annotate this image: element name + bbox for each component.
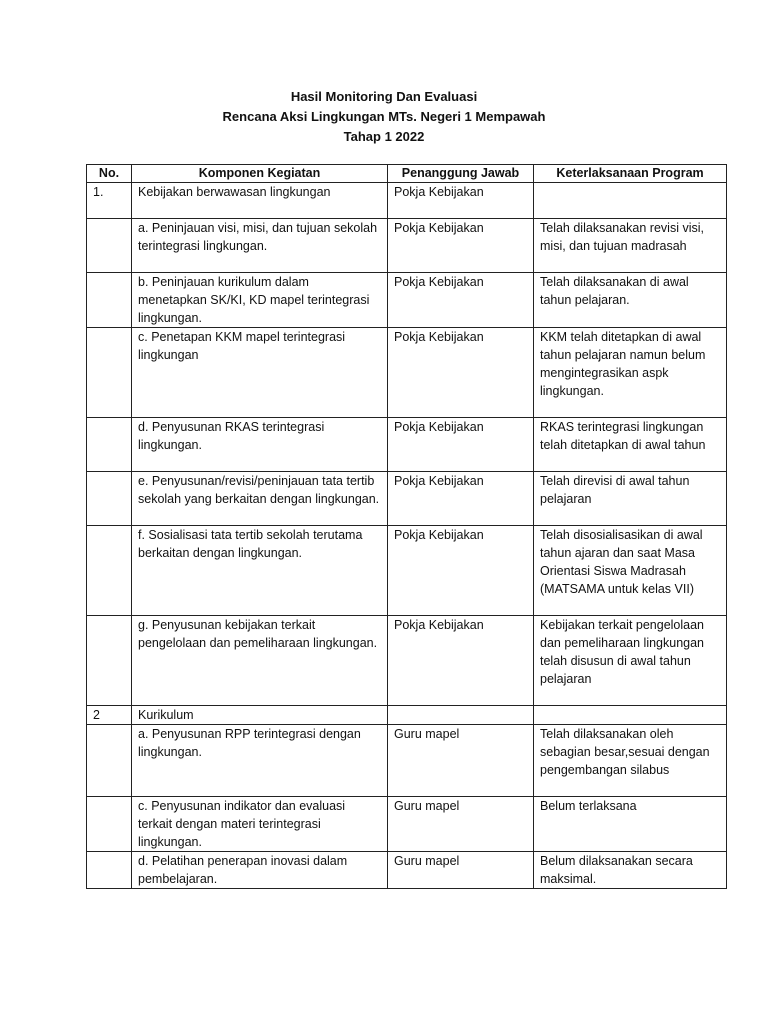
cell-no xyxy=(87,219,132,273)
cell-keterlaksanaan-program xyxy=(534,183,727,219)
table-header-row xyxy=(87,165,727,183)
cell-no xyxy=(87,472,132,526)
cell-komponen-kegiatan: Kurikulum xyxy=(132,706,388,725)
table-row xyxy=(87,725,727,797)
cell-penanggung-jawab: Pokja Kebijakan xyxy=(388,616,534,706)
table-row xyxy=(87,526,727,616)
table-row xyxy=(87,797,727,852)
cell-keterlaksanaan-program: Telah direvisi di awal tahun pelajaran xyxy=(534,472,727,526)
document-title-line-3: Tahap 1 2022 xyxy=(343,129,425,144)
cell-penanggung-jawab: Pokja Kebijakan xyxy=(388,418,534,472)
cell-komponen-kegiatan: b. Peninjauan kurikulum dalam menetapkan SK/KI, KD mapel terintegrasi lingkungan. xyxy=(132,273,388,328)
cell-penanggung-jawab: Pokja Kebijakan xyxy=(388,273,534,328)
cell-no xyxy=(87,418,132,472)
table-row xyxy=(87,273,727,328)
cell-keterlaksanaan-program: Telah dilaksanakan oleh sebagian besar,sesuai dengan pengembangan silabus xyxy=(534,725,727,797)
cell-penanggung-jawab: Pokja Kebijakan xyxy=(388,219,534,273)
cell-keterlaksanaan-program: Belum dilaksanakan secara maksimal. xyxy=(534,852,727,889)
cell-no xyxy=(87,526,132,616)
cell-penanggung-jawab: Pokja Kebijakan xyxy=(388,183,534,219)
cell-keterlaksanaan-program: Telah dilaksanakan di awal tahun pelajaran. xyxy=(534,273,727,328)
table-body xyxy=(87,183,727,889)
table-row xyxy=(87,418,727,472)
table-row xyxy=(87,219,727,273)
cell-no xyxy=(87,852,132,889)
cell-no xyxy=(87,797,132,852)
cell-komponen-kegiatan: d. Pelatihan penerapan inovasi dalam pembelajaran. xyxy=(132,852,388,889)
cell-komponen-kegiatan: d. Penyusunan RKAS terintegrasi lingkungan. xyxy=(132,418,388,472)
monitoring-table xyxy=(86,164,727,889)
document-title-line-1: Hasil Monitoring Dan Evaluasi xyxy=(290,89,478,104)
header-no: No. xyxy=(87,165,132,183)
cell-komponen-kegiatan: f. Sosialisasi tata tertib sekolah terutama berkaitan dengan lingkungan. xyxy=(132,526,388,616)
cell-penanggung-jawab xyxy=(388,706,534,725)
cell-penanggung-jawab: Guru mapel xyxy=(388,852,534,889)
cell-komponen-kegiatan: c. Penetapan KKM mapel terintegrasi lingkungan xyxy=(132,328,388,418)
table-row xyxy=(87,852,727,889)
table-row xyxy=(87,706,727,725)
cell-keterlaksanaan-program: Belum terlaksana xyxy=(534,797,727,852)
table-row xyxy=(87,328,727,418)
cell-keterlaksanaan-program: Telah disosialisasikan di awal tahun ajaran dan saat Masa Orientasi Siswa Madrasah (MATSAMA untuk kelas VII) xyxy=(534,526,727,616)
header-komponen-kegiatan: Komponen Kegiatan xyxy=(132,165,388,183)
cell-penanggung-jawab: Pokja Kebijakan xyxy=(388,328,534,418)
cell-no xyxy=(87,616,132,706)
cell-keterlaksanaan-program: RKAS terintegrasi lingkungan telah ditetapkan di awal tahun xyxy=(534,418,727,472)
cell-keterlaksanaan-program: KKM telah ditetapkan di awal tahun pelajaran namun belum mengintegrasikan aspk lingkungan. xyxy=(534,328,727,418)
cell-penanggung-jawab: Pokja Kebijakan xyxy=(388,526,534,616)
header-keterlaksanaan-program: Keterlaksanaan Program xyxy=(534,165,727,183)
cell-penanggung-jawab: Pokja Kebijakan xyxy=(388,472,534,526)
cell-komponen-kegiatan: c. Penyusunan indikator dan evaluasi terkait dengan materi terintegrasi lingkungan. xyxy=(132,797,388,852)
header-penanggung-jawab: Penanggung Jawab xyxy=(388,165,534,183)
cell-keterlaksanaan-program: Telah dilaksanakan revisi visi, misi, dan tujuan madrasah xyxy=(534,219,727,273)
cell-keterlaksanaan-program xyxy=(534,706,727,725)
table-header xyxy=(87,165,727,183)
cell-penanggung-jawab: Guru mapel xyxy=(388,797,534,852)
cell-komponen-kegiatan: g. Penyusunan kebijakan terkait pengelolaan dan pemeliharaan lingkungan. xyxy=(132,616,388,706)
cell-no xyxy=(87,328,132,418)
cell-penanggung-jawab: Guru mapel xyxy=(388,725,534,797)
cell-komponen-kegiatan: e. Penyusunan/revisi/peninjauan tata tertib sekolah yang berkaitan dengan lingkungan. xyxy=(132,472,388,526)
table-row xyxy=(87,183,727,219)
cell-no: 2 xyxy=(87,706,132,725)
table-row xyxy=(87,616,727,706)
cell-keterlaksanaan-program: Kebijakan terkait pengelolaan dan pemeliharaan lingkungan telah disusun di awal tahun pelajaran xyxy=(534,616,727,706)
cell-no xyxy=(87,725,132,797)
cell-komponen-kegiatan: Kebijakan berwawasan lingkungan xyxy=(132,183,388,219)
cell-komponen-kegiatan: a. Peninjauan visi, misi, dan tujuan sekolah terintegrasi lingkungan. xyxy=(132,219,388,273)
cell-komponen-kegiatan: a. Penyusunan RPP terintegrasi dengan lingkungan. xyxy=(132,725,388,797)
document-title-line-2: Rencana Aksi Lingkungan MTs. Negeri 1 Mempawah xyxy=(222,109,546,124)
cell-no xyxy=(87,273,132,328)
table-row xyxy=(87,472,727,526)
cell-no: 1. xyxy=(87,183,132,219)
document-title-block xyxy=(0,87,768,147)
